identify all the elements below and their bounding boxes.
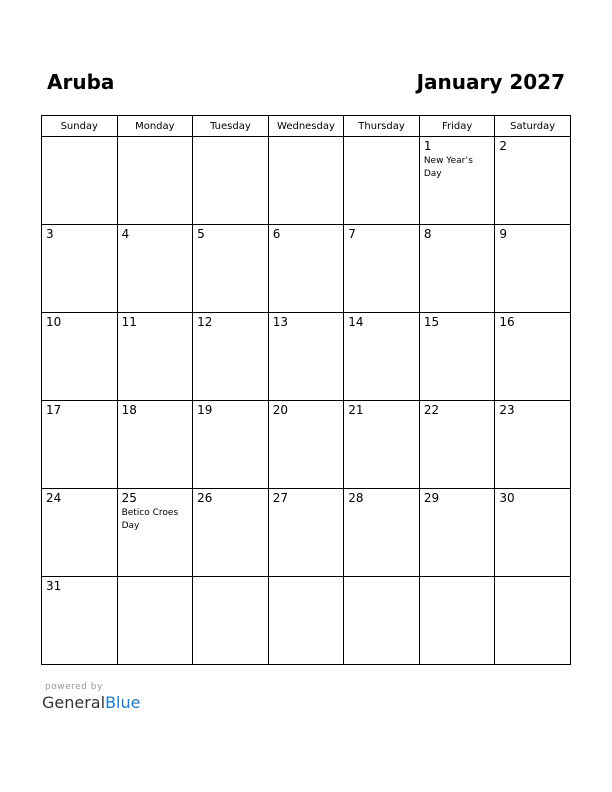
calendar-week-row: [42, 489, 571, 577]
day-number: 10: [46, 315, 62, 329]
day-number: 12: [197, 315, 213, 329]
day-number: 21: [348, 403, 364, 417]
day-number: 28: [348, 491, 364, 505]
day-cell: [193, 401, 269, 489]
day-number: 29: [423, 491, 440, 505]
day-number: 25: [121, 491, 137, 505]
day-cell: [42, 137, 118, 225]
day-cell: [495, 313, 571, 401]
month-title: January 2027: [416, 70, 565, 94]
day-number: 2: [499, 139, 508, 153]
day-cell: [268, 401, 344, 489]
day-number: 22: [423, 403, 440, 417]
day-cell: [495, 401, 571, 489]
day-cell: [42, 225, 118, 313]
day-number: 23: [499, 403, 515, 417]
day-cell: [117, 577, 193, 665]
day-number: 16: [499, 315, 515, 329]
day-cell: [344, 313, 420, 401]
day-cell: [42, 577, 118, 665]
powered-by-text: powered by: [45, 682, 103, 692]
weekday-header: Sunday: [42, 116, 118, 137]
day-number: 31: [46, 579, 62, 593]
day-cell: [419, 577, 495, 665]
day-number: 11: [121, 315, 137, 329]
day-cell: [268, 225, 344, 313]
day-cell: [117, 489, 193, 577]
day-cell: [117, 401, 193, 489]
day-cell: [419, 401, 495, 489]
calendar-week-row: [42, 313, 571, 401]
country-title: Aruba: [47, 70, 115, 94]
day-number: 8: [423, 227, 432, 241]
day-number: 9: [499, 227, 508, 241]
day-cell: [268, 137, 344, 225]
day-cell: [344, 137, 420, 225]
day-cell: [419, 313, 495, 401]
day-cell: [193, 313, 269, 401]
weekday-header: Wednesday: [268, 116, 344, 137]
day-cell: [42, 401, 118, 489]
day-cell: [344, 577, 420, 665]
day-cell: [419, 137, 495, 225]
day-cell: [268, 577, 344, 665]
day-cell: [419, 489, 495, 577]
holiday-label: New Year’s Day: [423, 156, 473, 179]
weekday-header: Monday: [117, 116, 193, 137]
day-number: 26: [197, 491, 213, 505]
day-cell: [42, 313, 118, 401]
day-cell: [117, 137, 193, 225]
weekday-header-row: [42, 116, 571, 137]
generalblue-logo: [42, 693, 140, 712]
day-number: 20: [272, 403, 288, 417]
day-cell: [419, 225, 495, 313]
brand-footer: [42, 682, 140, 712]
day-cell: [193, 489, 269, 577]
day-cell: [268, 489, 344, 577]
day-number: 7: [348, 227, 356, 241]
day-number: 27: [272, 491, 288, 505]
day-cell: [117, 225, 193, 313]
calendar-week-row: [42, 577, 571, 665]
day-cell: [268, 313, 344, 401]
logo-general-text: General: [42, 693, 106, 712]
day-number: 1: [423, 139, 432, 153]
day-cell: [193, 225, 269, 313]
holiday-label: Betico Croes Day: [121, 508, 179, 531]
day-number: 4: [121, 227, 130, 241]
calendar-grid: [41, 115, 571, 665]
calendar-week-row: [42, 401, 571, 489]
day-cell: [117, 313, 193, 401]
day-cell: [344, 401, 420, 489]
day-number: 6: [272, 227, 281, 241]
day-number: 14: [348, 315, 364, 329]
weekday-header: Saturday: [495, 116, 571, 137]
day-number: 15: [423, 315, 440, 329]
day-number: 13: [272, 315, 288, 329]
day-cell: [495, 137, 571, 225]
weekday-header: Tuesday: [193, 116, 269, 137]
day-cell: [193, 137, 269, 225]
day-cell: [344, 225, 420, 313]
day-number: 19: [197, 403, 213, 417]
calendar-week-row: [42, 137, 571, 225]
day-cell: [495, 225, 571, 313]
day-cell: [495, 577, 571, 665]
day-cell: [193, 577, 269, 665]
weekday-header: Friday: [419, 116, 495, 137]
day-number: 18: [121, 403, 137, 417]
day-number: 24: [46, 491, 62, 505]
logo-blue-text: Blue: [105, 693, 141, 712]
day-cell: [495, 489, 571, 577]
day-cell: [344, 489, 420, 577]
day-cell: [42, 489, 118, 577]
day-number: 17: [46, 403, 62, 417]
day-number: 30: [499, 491, 515, 505]
weekday-header: Thursday: [344, 116, 420, 137]
day-number: 3: [46, 227, 54, 241]
day-number: 5: [197, 227, 205, 241]
calendar-week-row: [42, 225, 571, 313]
